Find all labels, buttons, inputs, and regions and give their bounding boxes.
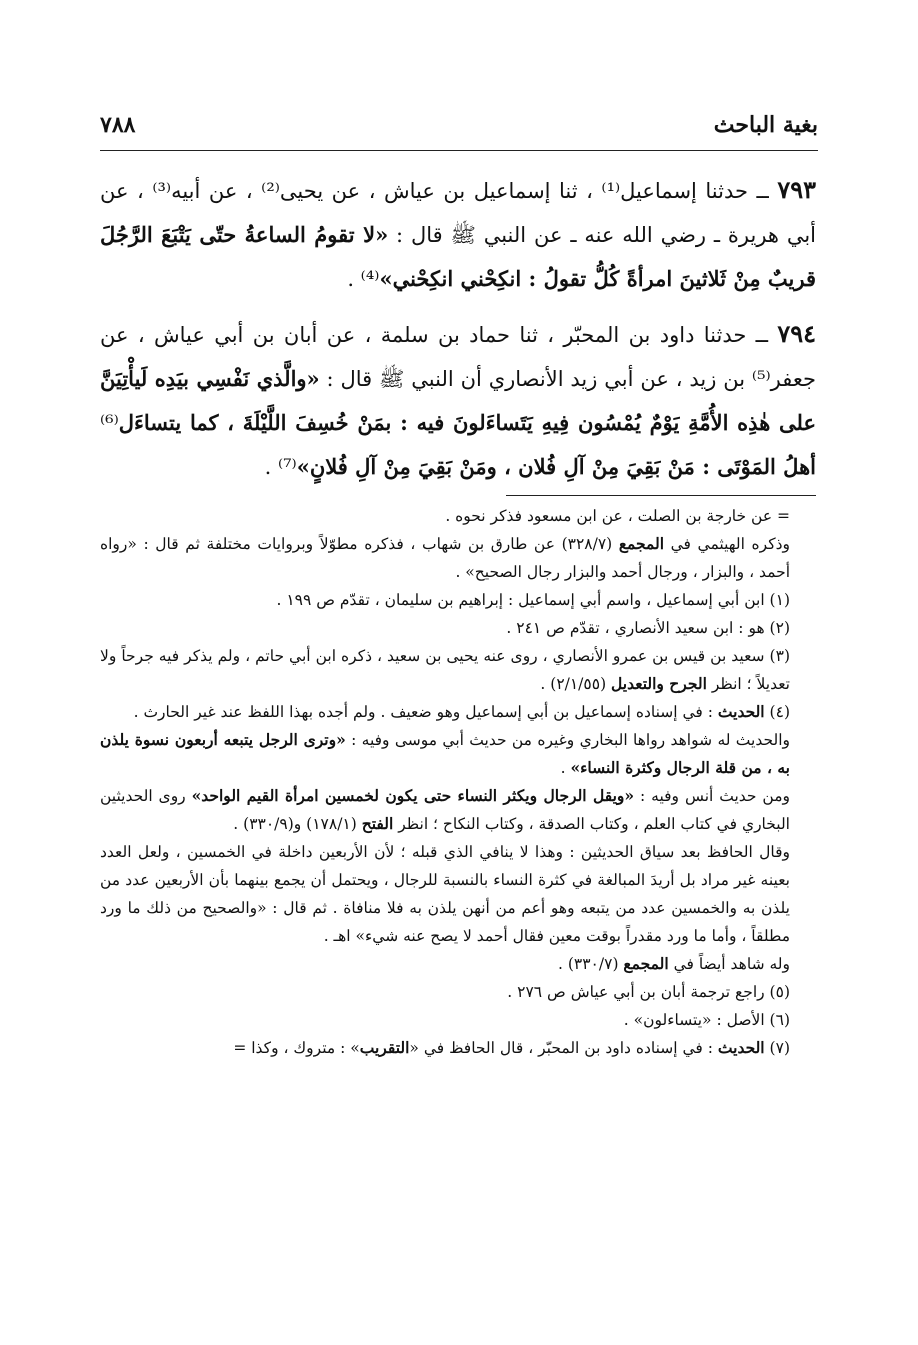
quoted-text: «وترى الرجل يتبعه أربعون نسوة يلذن به ، من قلة الرجال وكثرة النساء» (100, 730, 790, 777)
footnote-6: (٦) الأصل : «يتساءلون» . (623, 1011, 790, 1029)
book-title: التقريب (359, 1038, 410, 1057)
page-number: ٧٨٨ (100, 112, 136, 138)
footnote-paragraph: وذكره الهيثمي في المجمع (٣٢٨/٧) عن طارق بن شهاب ، فذكره مطوّلاً وبروايات مختلفة ثم قال : «رواه أحمد ، والبزار ، ورجال أحمد والبزار رجال الصحيح» . (100, 534, 790, 581)
quoted-text: «ويقل الرجال ويكثر النساء حتى يكون لخمسين امرأة القيم الواحد» (191, 786, 635, 805)
book-title: الفتح (361, 814, 394, 833)
footnote-paragraph: وله شاهد أيضاً في المجمع (٣٣٠/٧) . (558, 954, 790, 973)
book-title: المجمع (623, 954, 669, 973)
hadith-end: ⁽⁷⁾ . (264, 455, 297, 479)
footnote-3: (٣) سعيد بن قيس بن عمرو الأنصاري ، روى عنه يحيى بن سعيد ، ذكره ابن أبي حاتم ، ولم يذكر فيه جرحاً ولا تعديلاً ؛ انظر الجرح والتعديل (٢/١/٥٥) . (100, 647, 790, 693)
footnote-paragraph: وقال الحافظ بعد سياق الحديثين : وهذا لا ينافي الذي قبله ؛ لأن الأربعين داخلة في الخمسين ، ولعل العدد بعينه غير مراد بل أريدَ المبالغة في كثرة النساء بالنسبة للرجال ، ويحتمل أن يجمع بينهما بأن الأربعين عدد من يلذن به والخمسين عدد من يتبعه وهو أعم من أنهن يلذن به فلا منافاة . ثم قال : «والصحيح من ذلك ما ورد مطلقاً ، وأما ما ورد مقدراً بوقت معين فقال أحمد لا يصح عنه شيء» اهـ . (100, 843, 790, 945)
hadith-matn: «والَّذي نَفْسِي بيَدِه لَيأْتِيَنَّ على هٰذِه الأُمَّةِ يَوْمٌ يُمْسُون فِيهِ يَتَساءَلونَ فيه : بمَنْ خُسِفَ اللَّيْلَةَ ، كما يتساءَل (100, 366, 816, 435)
footnote-paragraph: ومن حديث أنس وفيه : «ويقل الرجال ويكثر النساء حتى يكون لخمسين امرأة القيم الواحد» روى الحديثين البخاري في كتاب العلم ، وكتاب الصدقة ، وكتاب النكاح ؛ انظر الفتح (١٧٨/١) و(٣٣٠/٩) . (100, 786, 790, 833)
hadith-matn: «لا تقومُ الساعةُ حتّى يَتْبَعَ الرَّجُلَ قريبٌ مِنْ ثَلاثينَ امرأةً كُلُّ تقولُ : انكِحْني انكِحْني» (100, 222, 816, 291)
footnote-2: (٢) هو : ابن سعيد الأنصاري ، تقدّم ص ٢٤١ . (506, 619, 790, 637)
page-header (100, 112, 818, 152)
footnote-paragraph: والحديث له شواهد رواها البخاري وغيره من حديث أبي موسى وفيه : «وترى الرجل يتبعه أربعون نسوة يلذن به ، من قلة الرجال وكثرة النساء» . (100, 730, 790, 777)
footnote-5: (٥) راجع ترجمة أبان بن أبي عياش ص ٢٧٦ . (507, 983, 790, 1001)
book-title: الجرح والتعديل (611, 674, 707, 693)
hadith-end: ⁽⁴⁾ . (347, 267, 380, 291)
hadith-matn-continued: أهلُ المَوْتَى : مَنْ بَقِيَ مِنْ آلِ فُلان ، ومَنْ بَقِيَ مِنْ آلِ فُلانٍ» (296, 454, 816, 479)
footnote-continuation: = عن خارجة بن الصلت ، عن ابن مسعود فذكر نحوه . (445, 507, 790, 525)
footnote-keyword: الحديث (717, 702, 765, 721)
footnotes (100, 502, 814, 1062)
hadith-793 (100, 168, 816, 301)
hadith-isnad: ــ حدثنا إسماعيل⁽¹⁾ ، ثنا إسماعيل بن عياش ، عن يحيى⁽²⁾ ، عن أبيه⁽³⁾ ، عن أبي هريرة ـ رضي الله عنه ـ عن النبي ﷺ قال : (100, 179, 817, 247)
footnote-marker: ⁽⁶⁾ (100, 411, 119, 435)
hadith-isnad: ــ حدثنا داود بن المحبّر ، ثنا حماد بن سلمة ، عن أبان بن أبي عياش ، عن جعفر⁽⁵⁾ بن زيد ، عن أبي زيد الأنصاري أن النبي ﷺ قال : (100, 323, 816, 391)
header-rule (100, 150, 818, 151)
hadith-number: ٧٩٤ (777, 319, 816, 348)
footnote-4: (٤) الحديث : في إسناده إسماعيل بن أبي إسماعيل وهو ضعيف . ولم أجده بهذا اللفظ عند غير الحارث . (133, 702, 790, 721)
hadith-794 (100, 312, 816, 489)
hadith-number: ٧٩٣ (777, 175, 816, 204)
book-title: المجمع (618, 534, 665, 553)
footnote-rule (506, 495, 816, 496)
footnote-1: (١) ابن أبي إسماعيل ، واسم أبي إسماعيل : إبراهيم بن سليمان ، تقدّم ص ١٩٩ . (276, 591, 790, 609)
footnote-keyword: الحديث (717, 1038, 765, 1057)
footnote-7: (٧) الحديث : في إسناده داود بن المحبّر ، قال الحافظ في «التقريب» : متروك ، وكذا = (233, 1038, 790, 1057)
running-title: بغية الباحث (713, 112, 818, 138)
